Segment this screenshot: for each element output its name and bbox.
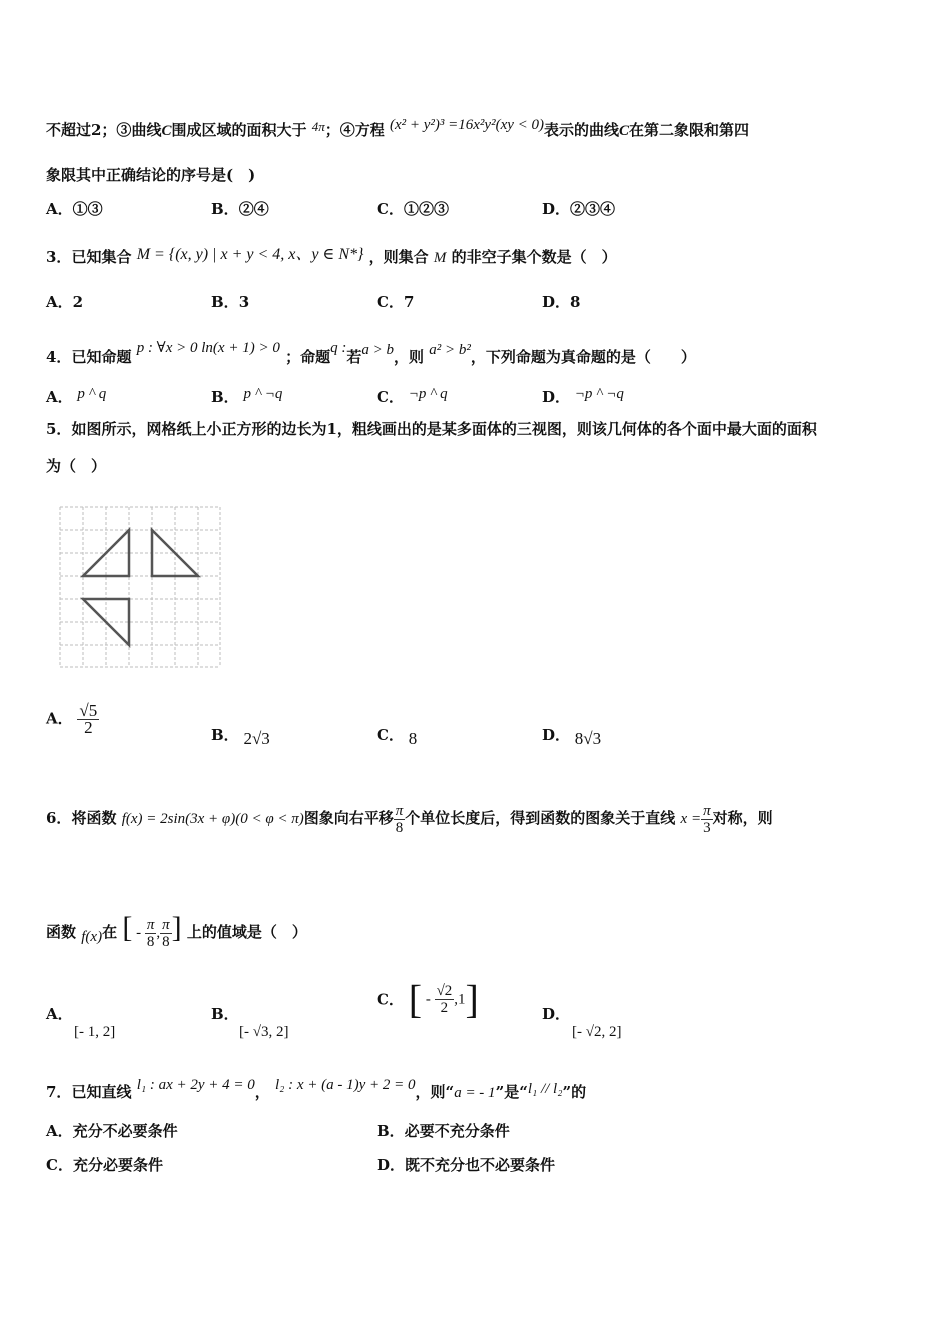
q7-option-b[interactable]: B．必要不充分条件 [377,1122,510,1140]
grid-lines [60,507,220,667]
q4-option-b[interactable]: B． p ^ ¬q [211,386,283,406]
q7-stem: 7．已知直线 l₁ : ax + 2y + 4 = 0， l₂ : x + (a - 1)y + 2 = 0，则“a = - 1”是“l₁ // l₂”的 [46,1077,587,1101]
q7-line-l1: l₁ : ax + 2y + 4 = 0 [136,1077,255,1093]
q2-text: 不超过2；③曲线 [46,121,162,139]
q5-stem-line1: 5．如图所示，网格纸上小正方形的边长为1，粗线画出的是某多面体的三视图，则该几何体的各个面中最大面的面积 [46,420,817,438]
q6-stem-line1: 6．将函数 f(x) = 2sin(3x + φ)(0 < φ < π)图象向右平移 $\frac{\pi}{8}$ 个单位长度后，得到函数的图象关于直线 x = $\frac{\pi}{3}$ 对称，则 [46,802,773,836]
q3-option-a[interactable]: A．2 [46,293,84,311]
q2-option-b[interactable]: B．②④ [211,200,269,218]
q2-option-d[interactable]: D．②③④ [542,200,616,218]
q2-equation: (x² + y²)³ =16x²y²(xy < 0) [389,117,545,133]
q2-curve-c: C [619,123,630,139]
q4-option-c[interactable]: C． ¬p ^ q [377,386,448,406]
q5-option-d[interactable]: D． 8√3 [542,726,602,748]
q5-option-c[interactable]: C． 8 [377,726,418,748]
q3-option-d[interactable]: D．8 [542,293,581,311]
q2-line1 [46,115,749,141]
q4-option-a[interactable]: A． p ^ q [46,386,107,406]
q6-option-a[interactable]: A． [- 1, 2] [46,1005,116,1040]
q6-option-d[interactable]: D． [- √2, 2] [542,1005,622,1040]
q6-function: f(x) = 2sin(3x + φ)(0 < φ < π) [121,811,304,827]
q2-text: 在第二象限和第四 [629,121,750,139]
q3-option-c[interactable]: C．7 [377,293,415,311]
q6-option-b[interactable]: B． [- √3, 2] [211,1005,289,1040]
q2-text: ；④方程 [324,121,385,139]
q2-text: 表示的曲线 [544,121,620,139]
q4-option-d[interactable]: D． ¬p ^ ¬q [542,386,624,406]
q5-stem-line2: 为（ ） [46,457,107,475]
q3-stem: 3．已知集合 M = {(x, y) | x + y < 4, x、y ∈ N*} ，则集合 M 的非空子集个数是（ ） [46,246,617,266]
three-view-figure [58,505,222,669]
q4-proposition-q: q : [330,340,347,356]
q4-proposition-p: p : ∀x > 0 ln(x + 1) > 0 [136,340,280,356]
q5-option-a[interactable]: A． $\frac{√5}{2}$ [46,701,98,737]
q7-line-l2: l₂ : x + (a - 1)y + 2 = 0 [275,1077,416,1093]
q2-line2: 象限其中正确结论的序号是( ) [46,166,256,184]
q5-option-b[interactable]: B． 2√3 [211,726,270,748]
q7-option-c[interactable]: C．充分必要条件 [46,1156,163,1174]
q2-text: 围成区域的面积大于 [171,121,307,139]
q7-option-d[interactable]: D．既不充分也不必要条件 [377,1156,556,1174]
q4-stem: 4．已知命题 p : ∀x > 0 ln(x + 1) > 0 ；命题q :若a > b，则 a² > b²，下列命题为真命题的是（ ） [46,340,696,366]
q3-set-expression: M = {(x, y) | x + y < 4, x、y ∈ N*} [136,246,364,263]
q7-option-a[interactable]: A．充分不必要条件 [46,1122,178,1140]
q2-curve-c: C [161,123,172,139]
q2-option-c[interactable]: C．①②③ [377,200,449,218]
q6-stem-line2: 函数 f(x)在 [ - $\frac{\pi}{8}$ , $\frac{\pi}{8}$ ] 上的值域是（ ） [46,911,307,950]
q2-area: 4π [311,119,325,134]
q2-option-a[interactable]: A．①③ [46,200,103,218]
q6-option-c[interactable]: C． [ - $\frac{√2}{2}$ ,1] [377,976,479,1022]
q3-option-b[interactable]: B．3 [211,293,250,311]
